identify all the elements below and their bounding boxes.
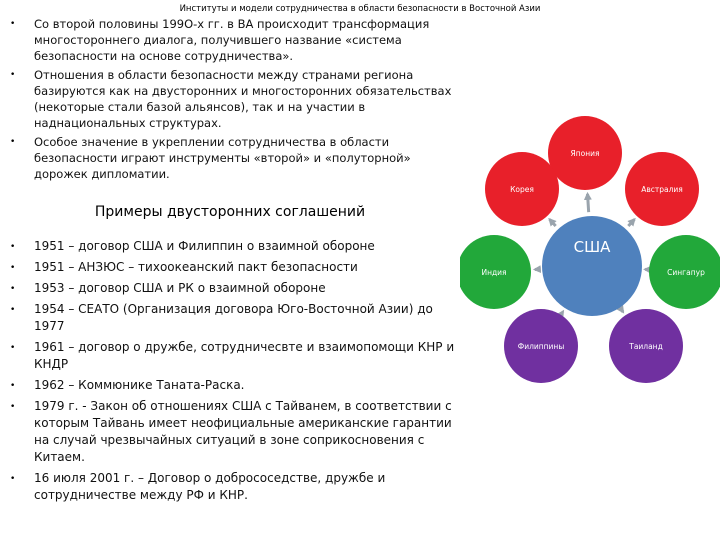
center-label: США [573, 238, 611, 256]
agreement-item [6, 280, 456, 297]
slide-title: Институты и модели сотрудничества в области безопасности в Восточной Азии [179, 4, 541, 14]
intro-bullet [6, 16, 456, 64]
agreement-text: 1951 – договор США и Филиппин о взаимной обороне [34, 239, 375, 253]
agreement-item [6, 339, 456, 373]
alliance-hub-diagram [460, 0, 720, 540]
agreement-item [6, 398, 456, 466]
partner-label: Индия [481, 268, 507, 277]
partner-label: Сингапур [667, 268, 705, 277]
partner-node [504, 309, 578, 383]
bullet-dot: • [10, 70, 16, 80]
bullet-dot: • [10, 402, 16, 412]
intro-bullet-text: Особое значение в укреплении сотрудничества в области безопасности играют инструменты «второй» и «полуторной» дорожек дипломатии. [34, 135, 411, 181]
agreement-item [6, 301, 456, 335]
intro-bullet [6, 134, 456, 182]
agreement-item [6, 470, 456, 504]
connector-arrow [628, 219, 634, 226]
intro-bullet-text: Отношения в области безопасности между странами региона базируются как на двусторонних и многосторонних обязательствах (некоторые стали базой альянсов), так и на участии в наднациональных структурах. [34, 68, 452, 130]
intro-bullet-text: Со второй половины 199О-х гг. в ВА происходит трансформация многостороннего диалога, получившего название «система безопасности на основе сотрудничества». [34, 17, 430, 63]
bullet-dot: • [10, 19, 16, 29]
bullet-dot: • [10, 242, 16, 252]
center-circle [542, 216, 642, 316]
bullet-dot: • [10, 263, 16, 273]
partner-node [485, 152, 559, 226]
agreements-list [6, 238, 456, 508]
partner-label: Австралия [641, 185, 683, 194]
agreement-text: 1961 – договор о дружбе, сотрудничесвте и взаимопомощи КНР и КНДР [34, 340, 455, 371]
partner-label: Япония [570, 149, 600, 158]
partner-node [625, 152, 699, 226]
agreement-text: 1979 г. - Закон об отношениях США с Тайванем, в соответствии с которым Тайвань имеет неофициальные американские гарантии на случай чрезвычайных ситуаций в зоне соприкосновения с Китаем. [34, 399, 452, 464]
agreement-item [6, 377, 456, 394]
section-heading: Примеры двусторонних соглашений [94, 204, 366, 220]
bullet-dot: • [10, 343, 16, 353]
agreement-item [6, 238, 456, 255]
partner-node [649, 235, 720, 309]
agreement-text: 1951 – АНЗЮС – тихоокеанский пакт безопасности [34, 260, 358, 274]
connector-arrow [588, 194, 589, 212]
partner-node [548, 116, 622, 190]
bullet-dot: • [10, 284, 16, 294]
center-node [542, 216, 642, 316]
agreement-text: 1954 – СЕАТО (Организация договора Юго-Восточной Азии) до 1977 [34, 302, 433, 333]
agreement-text: 16 июля 2001 г. – Договор о добрососедстве, дружбе и сотрудничестве между РФ и КНР. [34, 471, 386, 502]
partner-node [609, 309, 683, 383]
intro-bullet [6, 67, 456, 131]
intro-bullet-list [6, 16, 456, 185]
partner-label: Корея [510, 185, 534, 194]
agreement-text: 1962 – Коммюнике Таната-Раска. [34, 378, 245, 392]
partner-label: Таиланд [629, 342, 663, 351]
connector-arrow [550, 219, 556, 226]
agreement-item [6, 259, 456, 276]
bullet-dot: • [10, 137, 16, 147]
partner-node [460, 235, 531, 309]
bullet-dot: • [10, 474, 16, 484]
partner-label: Филиппины [517, 342, 565, 351]
bullet-dot: • [10, 305, 16, 315]
connector-arrow [622, 311, 623, 312]
bullet-dot: • [10, 381, 16, 391]
agreement-text: 1953 – договор США и РК о взаимной обороне [34, 281, 326, 295]
